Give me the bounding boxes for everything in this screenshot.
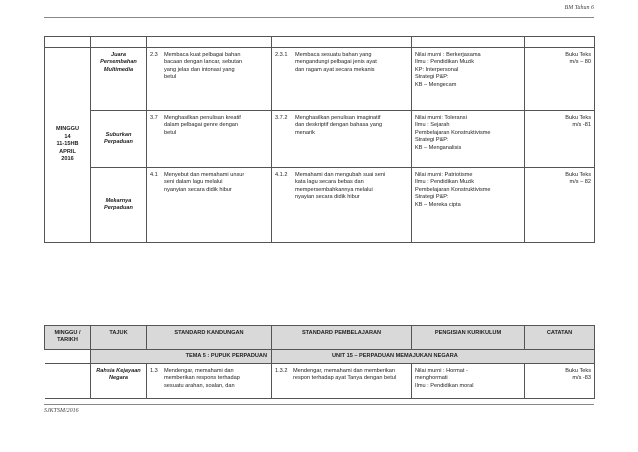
col-minggu-header: MINGGU / TARIKH [45,326,91,350]
col-tajuk-header: TAJUK [91,326,147,350]
tajuk-cell: Suburkan Perpaduan [91,111,147,168]
header-rule [44,17,594,18]
lesson-table-top [44,36,595,243]
standard-kandungan-cell: 3.7 Menghasilkan penulisan kreatif dalam pelbagai genre dengan betul [147,111,272,168]
standard-kandungan-cell: 2.3 Membaca kuat pelbagai bahan bacaan dengan lancar, sebutan yang jelas dan intonasi yang betul [147,48,272,111]
standard-pembelajaran-cell: 4.1.2 Memahami dan mengubah suai seni kata lagu secara bebas dan mempersembahkannya melalui nyayian secara didik hibur [272,168,412,243]
tajuk-cell: Mekarnya Perpaduan [91,168,147,243]
unit-title: UNIT 15 – PERPADUAN MEMAJUKAN NEGARA [272,349,595,363]
catatan-cell: Buku Teks m/s -83 [525,363,595,398]
table-row [45,168,595,243]
pengisian-kurikulum-cell: Nilai murni : Berkerjasama Ilmu : Pendidikan Muzik KP: Interpersonal Strategi P&P: KB – Mengecam [412,48,525,111]
tajuk-cell: Juara Persembahan Multimedia [91,48,147,111]
catatan-cell: Buku Teks m/s -81 [525,111,595,168]
standard-pembelajaran-cell: 1.3.2 Mendengar, memahami dan memberikan respon terhadap ayat Tanya dengan betul [272,363,412,398]
page-footer: SJKTSM/2016 [44,408,79,414]
table-row [45,111,595,168]
lesson-table-bottom [44,325,595,399]
col-sp-header: STANDARD PEMBELAJARAN [272,326,412,350]
column-header-row [45,326,595,350]
tajuk-cell: Rahsia Kejayaan Negara [91,363,147,398]
standard-kandungan-cell: 4.1 Menyebut dan memahami unsur seni dalam lagu melalui nyanyian secara didik hibur [147,168,272,243]
blank-header-row [45,37,595,48]
page-header: BM Tahun 6 [564,5,594,11]
col-catatan-header: CATATAN [525,326,595,350]
pengisian-kurikulum-cell: Nilai murni: Toleransi Ilmu : Sejarah Pembelajaran Konstruktivisme Strategi P&P: KB – Menganalisis [412,111,525,168]
tema-row [45,349,595,363]
standard-pembelajaran-cell: 2.3.1 Membaca sesuatu bahan yang mengandungi pelbagai jenis ayat dan ragam ayat secara mekanis [272,48,412,111]
table-row [45,48,595,111]
catatan-cell: Buku Teks m/s – 82 [525,168,595,243]
week-cell: MINGGU 14 11-15HB APRIL 2016 [45,48,91,243]
col-sk-header: STANDARD KANDUNGAN [147,326,272,350]
tema-title: TEMA 5 : PUPUK PERPADUAN [91,349,272,363]
standard-kandungan-cell: 1.3 Mendengar, memahami dan memberikan respons terhadap sesuatu arahan, soalan, dan [147,363,272,398]
pengisian-kurikulum-cell: Nilai murni : Hormat - menghormati Ilmu : Pendidikan moral [412,363,525,398]
week-cell [45,363,91,398]
footer-rule [44,404,594,405]
catatan-cell: Buku Teks m/s – 80 [525,48,595,111]
table-row [45,363,595,398]
col-pk-header: PENGISIAN KURIKULUM [412,326,525,350]
standard-pembelajaran-cell: 3.7.2 Menghasilkan penulisan imaginatif dan deskriptif dengan bahasa yang menarik [272,111,412,168]
pengisian-kurikulum-cell: Nilai murni: Patriotisme Ilmu : Pendidikan Muzik Pembelajaran Konstruktivisme Strategi P&P: KB – Mereka cipta [412,168,525,243]
